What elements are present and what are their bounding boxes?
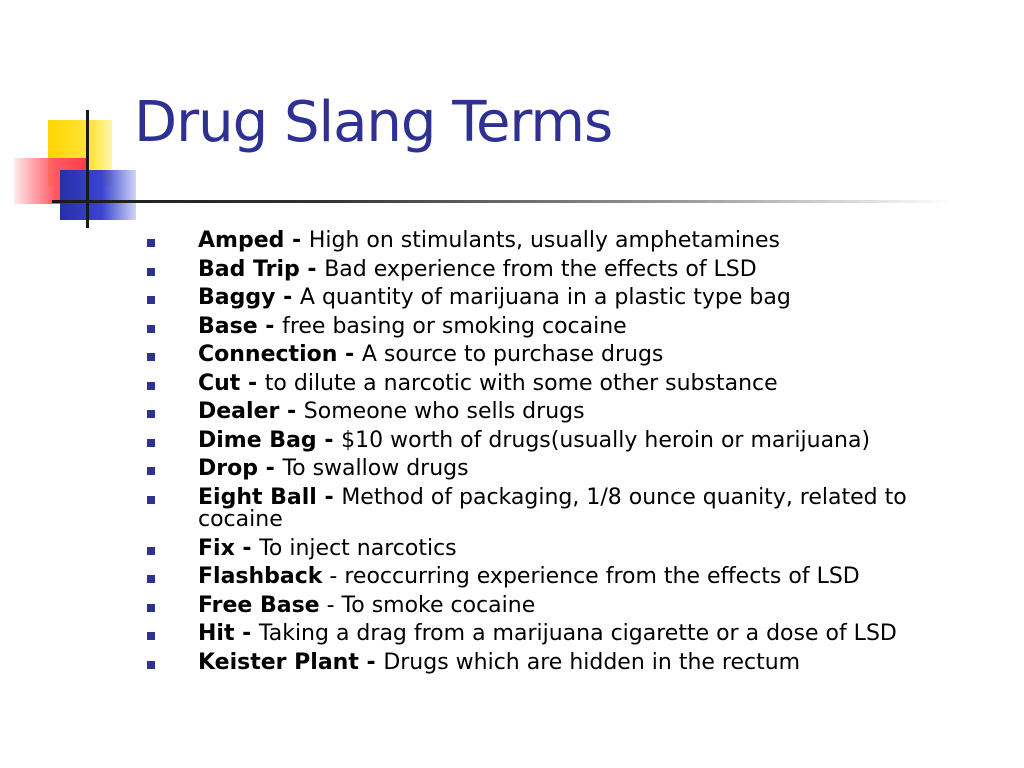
term-definition: A quantity of marijuana in a plastic type bag [299,285,791,310]
square-bullet-icon [147,604,155,612]
list-item [145,370,945,396]
list-item [145,230,945,252]
vertical-line-decoration [86,110,89,228]
list-item [145,566,945,588]
term-word: Fix - [198,535,260,561]
list-item [145,484,945,532]
term-word: Hit - [198,621,259,646]
title-underline [52,200,952,203]
term-definition: Taking a drag from a marijuana cigarette or a dose of LSD [258,621,897,646]
term-word: Eight Ball - [198,484,342,510]
square-bullet-icon [147,496,155,504]
term-definition: To inject narcotics [259,535,457,561]
term-word: Connection - [198,342,362,367]
term-definition: Drugs which are hidden in the rectum [383,649,801,675]
term-definition: $10 worth of drugs(usually heroin or marijuana) [341,427,871,453]
blue-square-decoration [60,170,136,220]
list-item [145,535,945,561]
term-word: Dealer - [198,399,304,424]
list-item [145,623,945,645]
term-word: Free Base [198,592,320,618]
term-definition: free basing or smoking cocaine [282,313,627,339]
term-definition: to dilute a narcotic with some other substance [264,370,778,396]
square-bullet-icon [147,239,155,247]
list-item [145,427,945,453]
term-definition: - To smoke cocaine [319,592,536,618]
square-bullet-icon [147,575,155,583]
term-word: Drop - [198,456,283,481]
term-word: Flashback [198,564,323,589]
list-item [145,592,945,618]
list-item [145,401,945,423]
term-definition: Method of packaging, 1/8 ounce quanity, related to cocaine [198,484,907,532]
square-bullet-icon [147,547,155,555]
list-item [145,287,945,309]
terms-list [145,230,945,680]
term-definition: High on stimulants, usually amphetamines [308,228,780,253]
square-bullet-icon [147,632,155,640]
term-definition: A source to purchase drugs [361,342,664,367]
list-item [145,458,945,480]
term-word: Baggy - [198,285,300,310]
term-definition: Someone who sells drugs [303,399,585,424]
term-word: Amped - [198,228,309,253]
term-word: Bad Trip - [198,256,325,282]
list-item [145,344,945,366]
square-bullet-icon [147,382,155,390]
term-word: Keister Plant - [198,649,384,675]
square-bullet-icon [147,439,155,447]
square-bullet-icon [147,296,155,304]
square-bullet-icon [147,353,155,361]
term-definition: - reoccurring experience from the effects of LSD [322,564,860,589]
square-bullet-icon [147,325,155,333]
term-word: Base - [198,313,283,339]
square-bullet-icon [147,467,155,475]
term-word: Cut - [198,370,265,396]
term-definition: To swallow drugs [282,456,469,481]
square-bullet-icon [147,661,155,669]
square-bullet-icon [147,268,155,276]
list-item [145,313,945,339]
term-definition: Bad experience from the effects of LSD [324,256,757,282]
term-word: Dime Bag - [198,427,342,453]
slide-title: Drug Slang Terms [134,90,613,155]
list-item [145,256,945,282]
square-bullet-icon [147,410,155,418]
list-item [145,649,945,675]
